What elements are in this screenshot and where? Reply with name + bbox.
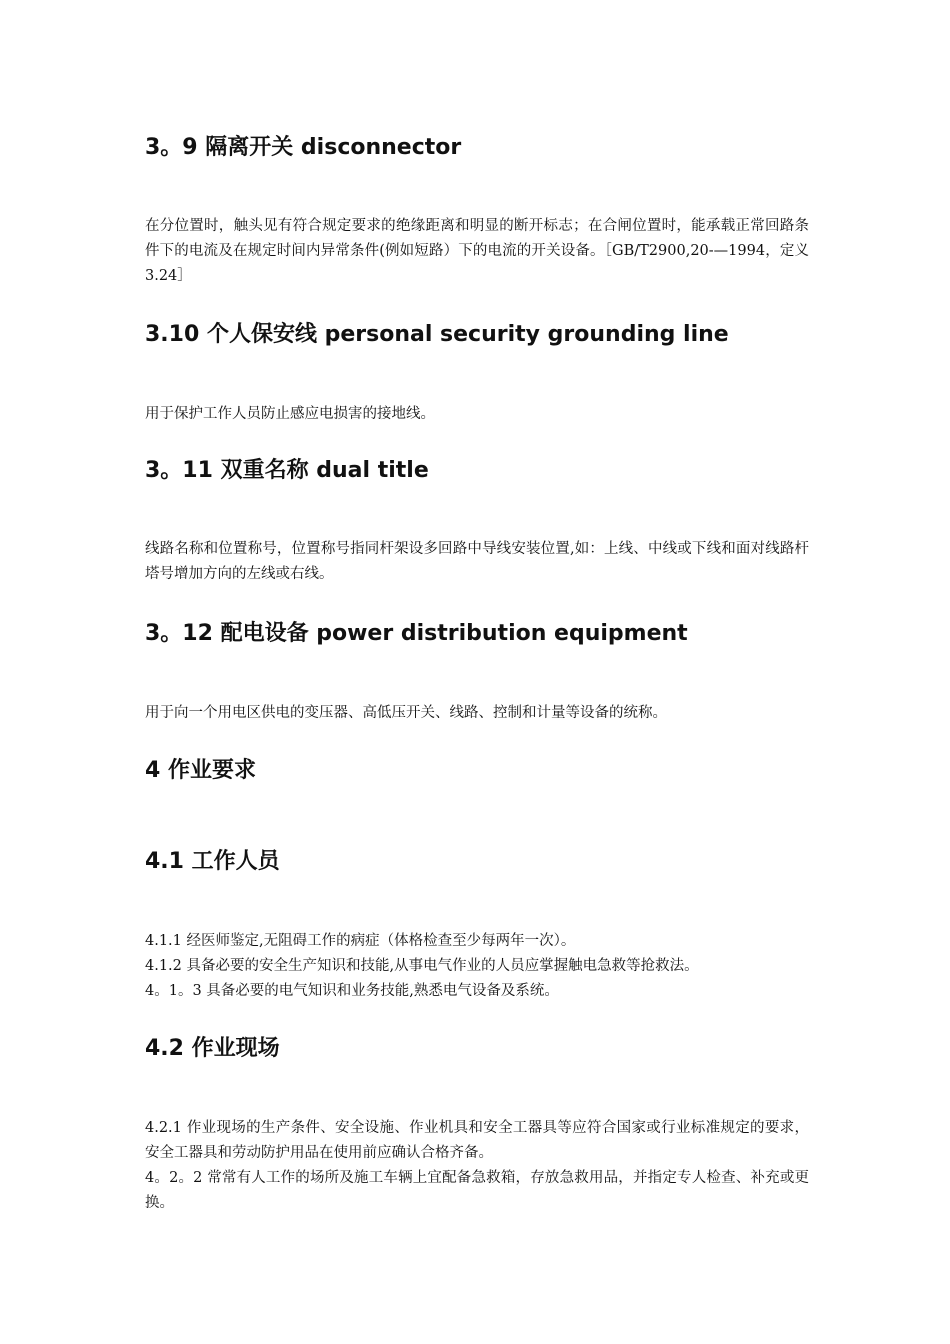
section-heading-4-1: 4.1 工作人员 bbox=[145, 849, 280, 874]
section-heading-4-2: 4.2 作业现场 bbox=[145, 1036, 280, 1061]
list-item-4-2-2: 4。2。2 常常有人工作的场所及施工车辆上宜配备急救箱，存放急救用品，并指定专人检查、补充或更换。 bbox=[145, 1170, 809, 1211]
list-item-4-2-1: 4.2.1 作业现场的生产条件、安全设施、作业机具和安全工器具等应符合国家或行业标准规定的要求，安全工器具和劳动防护用品在使用前应确认合格齐备。 bbox=[145, 1120, 809, 1161]
section-body-3-12: 用于向一个用电区供电的变压器、高低压开关、线路、控制和计量等设备的统称。 bbox=[145, 705, 667, 721]
list-item-4-1-1: 4.1.1 经医师鉴定,无阻碍工作的病症（体格检查至少每两年一次）。 bbox=[145, 933, 576, 949]
section-body-3-11: 线路名称和位置称号，位置称号指同杆架设多回路中导线安装位置,如：上线、中线或下线和面对线路杆塔号增加方向的左线或右线。 bbox=[145, 541, 809, 582]
section-body-3-9: 在分位置时，触头见有符合规定要求的绝缘距离和明显的断开标志；在合闸位置时，能承载正常回路条件下的电流及在规定时间内异常条件(例如短路）下的电流的开关设备。［GB/T2900,20-—1994，定义 3.24］ bbox=[145, 218, 809, 284]
section-body-3-10: 用于保护工作人员防止感应电损害的接地线。 bbox=[145, 406, 435, 422]
section-body-4-2 bbox=[145, 1116, 809, 1216]
list-item-4-1-2: 4.1.2 具备必要的安全生产知识和技能,从事电气作业的人员应掌握触电急救等抢救法。 bbox=[145, 958, 699, 974]
list-item-4-1-3: 4。1。3 具备必要的电气知识和业务技能,熟悉电气设备及系统。 bbox=[145, 983, 559, 999]
section-heading-3-9: 3。9 隔离开关 disconnector bbox=[145, 135, 462, 160]
section-heading-4: 4 作业要求 bbox=[145, 758, 256, 783]
section-heading-3-11: 3。11 双重名称 dual title bbox=[145, 458, 429, 483]
section-body-4-1 bbox=[145, 929, 809, 1004]
section-heading-3-12: 3。12 配电设备 power distribution equipment bbox=[145, 621, 688, 646]
section-heading-3-10: 3.10 个人保安线 personal security grounding line bbox=[145, 322, 729, 347]
